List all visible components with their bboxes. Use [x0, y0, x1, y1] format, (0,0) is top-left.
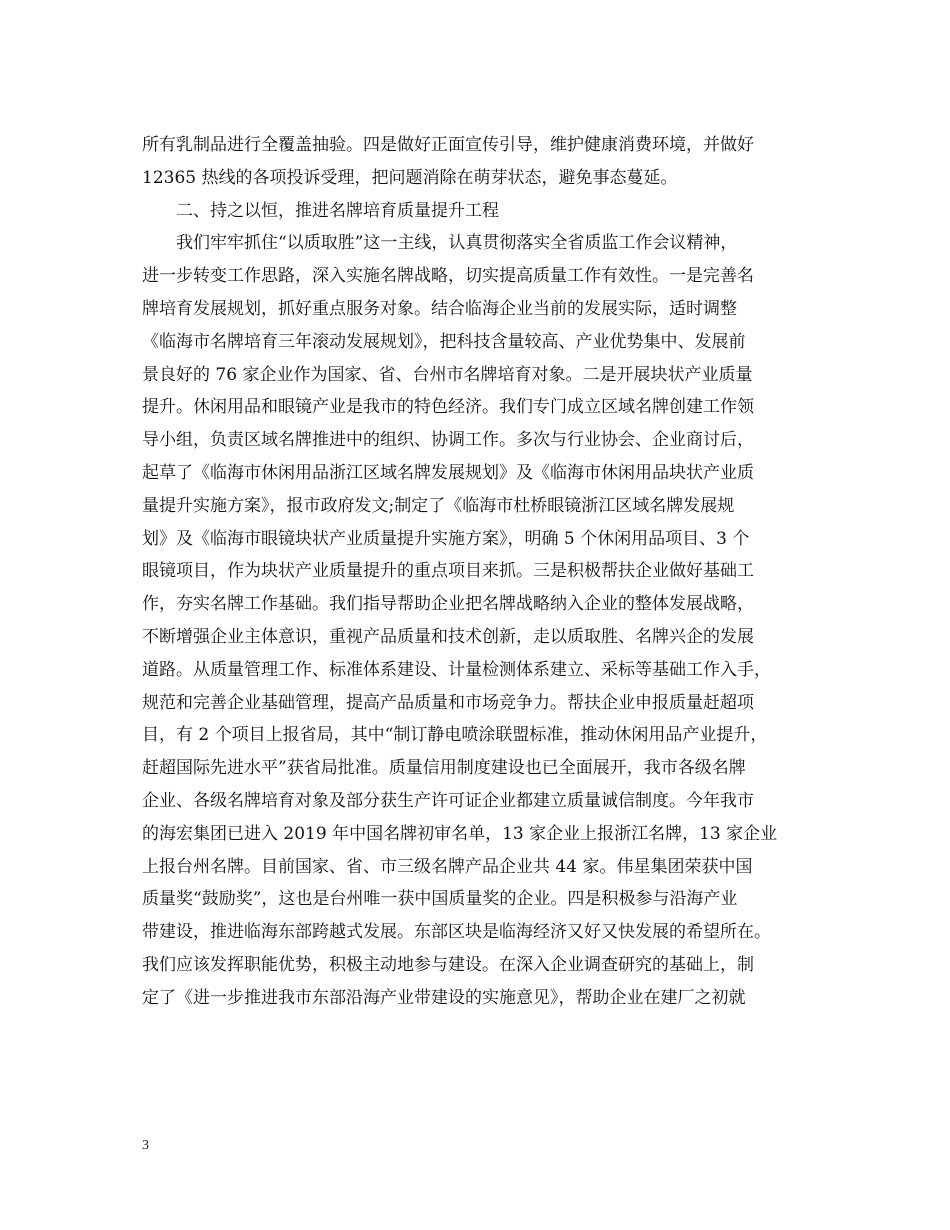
text-line-21: 企业、各级名牌培育对象及部分获生产许可证企业都建立质量诚信制度。今年我市 — [142, 790, 754, 811]
text-line-26: 我们应该发挥职能优势，积极主动地参与建设。在深入企业调查研究的基础上，制 — [142, 954, 754, 975]
text-line-12: 量提升实施方案》，报市政府发文;制定了《临海市杜桥眼镜浙江区域名牌发展规 — [142, 495, 735, 516]
text-line-27: 定了《进一步推进我市东部沿海产业带建设的实施意见》，帮助企业在建厂之初就 — [142, 987, 746, 1008]
text-line-18: 规范和完善企业基础管理，提高产品质量和市场竞争力。帮扶企业申报质量赶超项 — [142, 692, 754, 713]
text-line-22: 的海宏集团已进入 2019 年中国名牌初审名单，13 家企业上报浙江名牌，13 家企业 — [142, 823, 778, 844]
text-line-6: 牌培育发展规划，抓好重点服务对象。结合临海企业当前的发展实际，适时调整 — [142, 298, 737, 319]
text-line-8: 景良好的 76 家企业作为国家、省、台州市名牌培育对象。二是开展块状产业质量 — [142, 364, 753, 385]
body-text — [142, 129, 832, 1015]
text-line-19: 目，有 2 个项目上报省局，其中“制订静电喷涂联盟标准，推动休闲用品产业提升， — [142, 725, 768, 746]
page-number: 3 — [142, 1138, 149, 1153]
text-line-9: 提升。休闲用品和眼镜产业是我市的特色经济。我们专门成立区域名牌创建工作领 — [142, 397, 754, 418]
text-line-17: 道路。从质量管理工作、标准体系建设、计量检测体系建立、采标等基础工作入手， — [142, 659, 771, 680]
text-line-15: 作，夯实名牌工作基础。我们指导帮助企业把名牌战略纳入企业的整体发展战略， — [142, 594, 754, 615]
text-line-14: 眼镜项目，作为块状产业质量提升的重点项目来抓。三是积极帮扶企业做好基础工 — [142, 561, 754, 582]
text-line-7: 《临海市名牌培育三年滚动发展规划》，把科技含量较高、产业优势集中、发展前 — [142, 331, 746, 352]
text-line-25: 带建设，推进临海东部跨越式发展。东部区块是临海经济又好又快发展的希望所在。 — [142, 922, 771, 943]
text-line-13: 划》及《临海市眼镜块状产业质量提升实施方案》，明确 5 个休闲用品项目、3 个 — [142, 528, 750, 549]
text-line-11: 起草了《临海市休闲用品浙江区域名牌发展规划》及《临海市休闲用品块状产业质 — [142, 462, 754, 483]
text-line-4: 我们牢牢抓住“以质取胜”这一主线，认真贯彻落实全省质监工作会议精神， — [176, 233, 738, 254]
text-line-20: 赶超国际先进水平”获省局批准。质量信用制度建设也已全面展开，我市各级名牌 — [142, 758, 746, 779]
text-line-5: 进一步转变工作思路，深入实施名牌战略，切实提高质量工作有效性。一是完善名 — [142, 266, 754, 287]
text-line-1: 所有乳制品进行全覆盖抽验。四是做好正面宣传引导，维护健康消费环境，并做好 — [142, 135, 754, 155]
text-line-16: 不断增强企业主体意识，重视产品质量和技术创新，走以质取胜、名牌兴企的发展 — [142, 626, 754, 647]
text-line-10: 导小组，负责区域名牌推进中的组织、协调工作。多次与行业协会、企业商讨后， — [142, 430, 754, 451]
text-line-2: 12365 热线的各项投诉受理，把问题消除在萌芽状态，避免事态蔓延。 — [142, 167, 678, 188]
section-heading: 二、持之以恒，推进名牌培育质量提升工程 — [176, 200, 499, 221]
text-line-24: 质量奖“鼓励奖”，这也是台州唯一获中国质量奖的企业。四是积极参与沿海产业 — [142, 889, 738, 910]
text-line-23: 上报台州名牌。目前国家、省、市三级名牌产品企业共 44 家。伟星集团荣获中国 — [142, 856, 753, 877]
